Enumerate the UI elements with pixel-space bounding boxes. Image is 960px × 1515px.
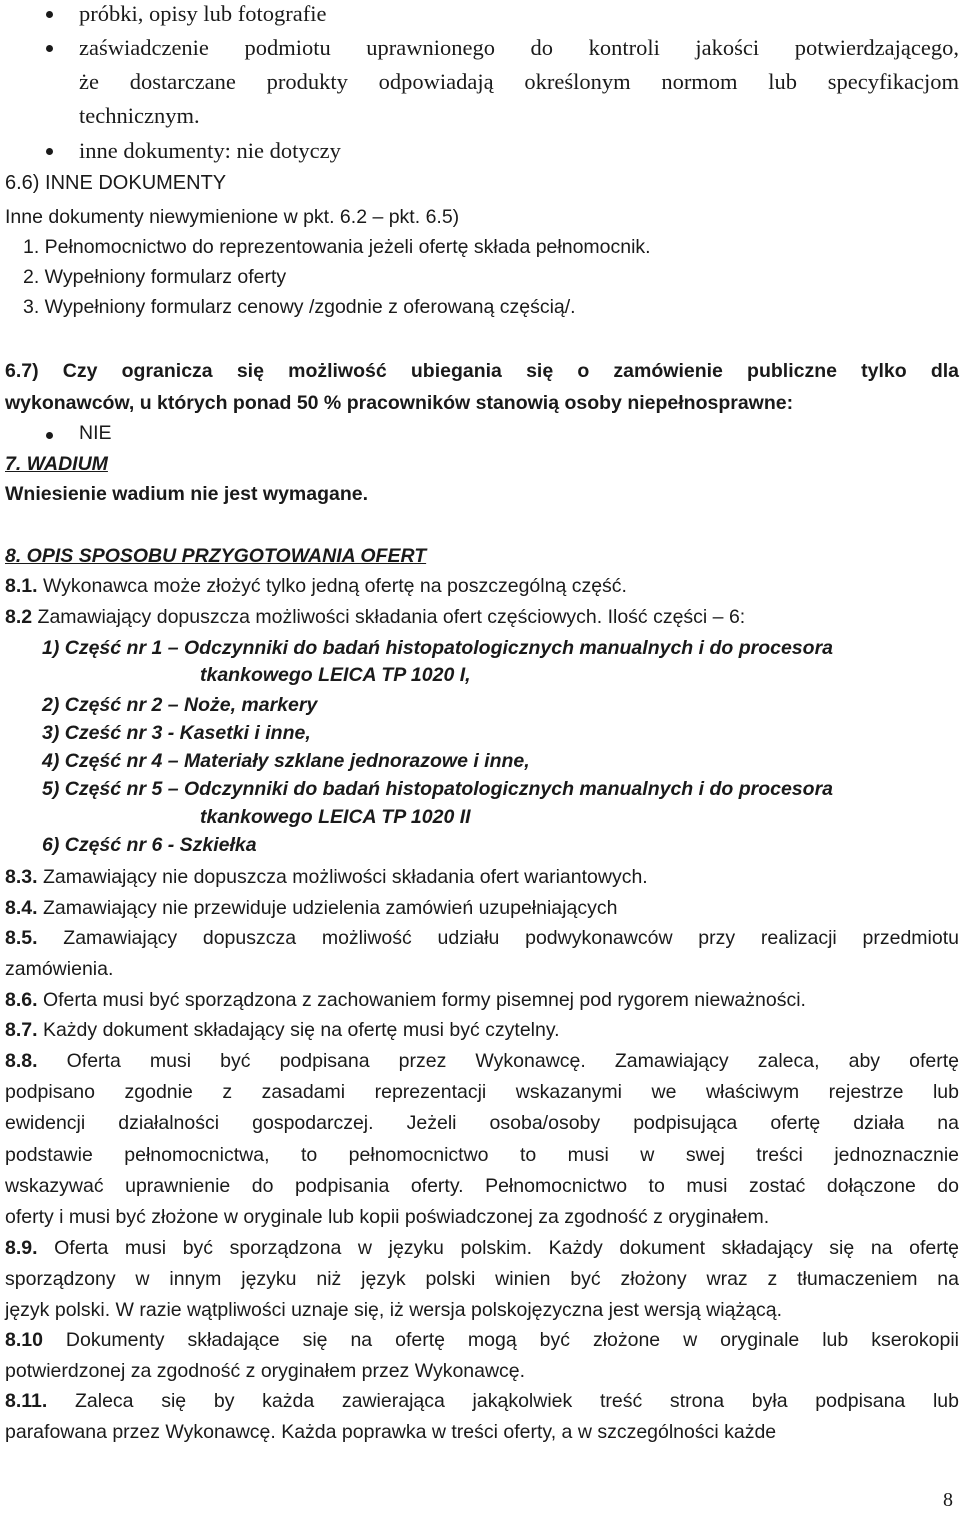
paragraph-text: Zamawiający dopuszcza możliwość udziału podwykonawców przy realizacji przedmiotu [37, 927, 959, 949]
part-item: 2) Część nr 2 – Noże, markery [42, 694, 318, 716]
paragraph-number: 8.2 [5, 606, 33, 628]
paragraph-8-8-line5: wskazywać uprawnienie do podpisania oferty. Pełnomocnictwo to musi zostać dołączone do [5, 1175, 959, 1197]
bullet-dot [46, 432, 53, 439]
list-item: 2. Wypełniony formularz oferty [23, 266, 287, 288]
paragraph-number: 8.3. [5, 866, 38, 888]
bullet-dot [46, 45, 53, 52]
part-item: 4) Część nr 4 – Materiały szklane jednorazowe i inne, [42, 750, 530, 772]
paragraph-number: 8.6. [5, 989, 38, 1011]
paragraph-text: Wykonawca może złożyć tylko jedną ofertę na poszczególną część. [37, 575, 627, 597]
paragraph-8-10-line1 [5, 1329, 959, 1352]
part-item-continuation: tkankowego LEICA TP 1020 II [200, 806, 471, 828]
paragraph-number: 8.1. [5, 575, 38, 597]
bullet-dot [46, 148, 53, 155]
list-item: 3. Wypełniony formularz cenowy /zgodnie z oferowaną częścią/. [23, 296, 576, 318]
paragraph-8-4 [5, 897, 617, 920]
section-6-6-intro: Inne dokumenty niewymienione w pkt. 6.2 – pkt. 6.5) [5, 206, 460, 228]
paragraph-8-8-line2: podpisano zgodnie z zasadami reprezentacji wskazanymi we właściwym rejestrze lub [5, 1081, 959, 1103]
paragraph-8-11-line2: parafowana przez Wykonawcę. Każda poprawka w treści oferty, a w szczególności każde [5, 1421, 777, 1443]
paragraph-8-6 [5, 989, 806, 1012]
part-item: 6) Część nr 6 - Szkiełka [42, 834, 257, 856]
list-item: 1. Pełnomocnictwo do reprezentowania jeżeli ofertę składa pełnomocnik. [23, 236, 651, 258]
section-6-7-line2: wykonawców, u których ponad 50 % pracowników stanowią osoby niepełnosprawne: [5, 392, 794, 414]
paragraph-8-9-line2: sporządzony w innym języku niż język polski winien być złożony wraz z tłumaczeniem na [5, 1268, 959, 1290]
bullet-dot [46, 11, 53, 18]
paragraph-number: 8.8. [5, 1050, 38, 1072]
section-6-7-answer: NIE [79, 422, 112, 444]
part-item: 5) Część nr 5 – Odczynniki do badań histopatologicznych manualnych i do procesora [42, 778, 833, 800]
paragraph-text: Oferta musi być podpisana przez Wykonawcę. Zamawiający zaleca, aby ofertę [37, 1050, 959, 1072]
paragraph-8-8-line4: podstawie pełnomocnictwa, to pełnomocnictwo to musi w swej treści jednoznacznie [5, 1144, 959, 1166]
paragraph-text: Każdy dokument składający się na ofertę musi być czytelny. [37, 1019, 560, 1041]
paragraph-text: Dokumenty składające się na ofertę mogą być złożone w oryginale lub kserokopii [42, 1329, 959, 1351]
paragraph-text: Zamawiający nie dopuszcza możliwości składania ofert wariantowych. [37, 866, 648, 888]
section-6-7-line1: 6.7) Czy ogranicza się możliwość ubiegania się o zamówienie publiczne tylko dla [5, 360, 959, 382]
bullet-item-certificate-line1: zaświadczenie podmiotu uprawnionego do kontroli jakości potwierdzającego, [79, 35, 959, 60]
part-item-continuation: tkankowego LEICA TP 1020 I, [200, 664, 471, 686]
paragraph-8-8-line1 [5, 1050, 959, 1073]
paragraph-8-9-line3: język polski. W razie wątpliwości uznaje się, iż wersja polskojęzyczna jest wersją wiążącą. [5, 1299, 783, 1321]
paragraph-text: Zaleca się by każda zawierająca jakąkolwiek treść strona była podpisana lub [47, 1390, 959, 1412]
paragraph-8-5-line1 [5, 927, 959, 950]
paragraph-text: Zamawiający nie przewiduje udzielenia zamówień uzupełniających [37, 897, 618, 919]
paragraph-number: 8.9. [5, 1237, 38, 1259]
paragraph-8-9-line1 [5, 1237, 959, 1260]
paragraph-8-3 [5, 866, 648, 889]
paragraph-text: Oferta musi być sporządzona w języku polskim. Każdy dokument składający się na ofertę [37, 1237, 959, 1259]
paragraph-8-2 [5, 606, 745, 629]
paragraph-8-8-line6: oferty i musi być złożone w oryginale lub kopii poświadczonej za zgodność z oryginałem. [5, 1206, 770, 1228]
section-heading-7: 7. WADIUM [5, 453, 108, 475]
paragraph-8-11-line1 [5, 1390, 959, 1413]
bullet-item-other-documents: inne dokumenty: nie dotyczy [79, 138, 341, 163]
paragraph-8-5-line2: zamówienia. [5, 958, 114, 980]
bullet-item-samples: próbki, opisy lub fotografie [79, 1, 327, 26]
section-7-text: Wniesienie wadium nie jest wymagane. [5, 483, 369, 505]
part-item: 1) Część nr 1 – Odczynniki do badań histopatologicznych manualnych i do procesora [42, 637, 833, 659]
bullet-item-certificate-line2: że dostarczane produkty odpowiadają określonym normom lub specyfikacjom [79, 69, 959, 94]
paragraph-number: 8.5. [5, 927, 38, 949]
paragraph-text: Oferta musi być sporządzona z zachowaniem formy pisemnej pod rygorem nieważności. [37, 989, 806, 1011]
paragraph-8-1 [5, 575, 627, 598]
paragraph-number: 8.7. [5, 1019, 38, 1041]
page-number: 8 [943, 1489, 953, 1511]
bullet-item-certificate-line3: technicznym. [79, 103, 200, 128]
paragraph-8-10-line2: potwierdzonej za zgodność z oryginałem przez Wykonawcę. [5, 1360, 526, 1382]
paragraph-number: 8.10 [5, 1329, 43, 1351]
paragraph-text: Zamawiający dopuszcza możliwości składania ofert częściowych. Ilość części – 6: [32, 606, 746, 628]
paragraph-8-8-line3: ewidencji działalności gospodarczej. Jeżeli osoba/osoby podpisująca ofertę działa na [5, 1112, 959, 1134]
paragraph-number: 8.11. [5, 1390, 48, 1412]
section-heading-8: 8. OPIS SPOSOBU PRZYGOTOWANIA OFERT [5, 545, 427, 567]
paragraph-number: 8.4. [5, 897, 38, 919]
section-heading-6-6: 6.6) INNE DOKUMENTY [5, 172, 227, 194]
part-item: 3) Cześć nr 3 - Kasetki i inne, [42, 722, 311, 744]
paragraph-8-7 [5, 1019, 560, 1042]
